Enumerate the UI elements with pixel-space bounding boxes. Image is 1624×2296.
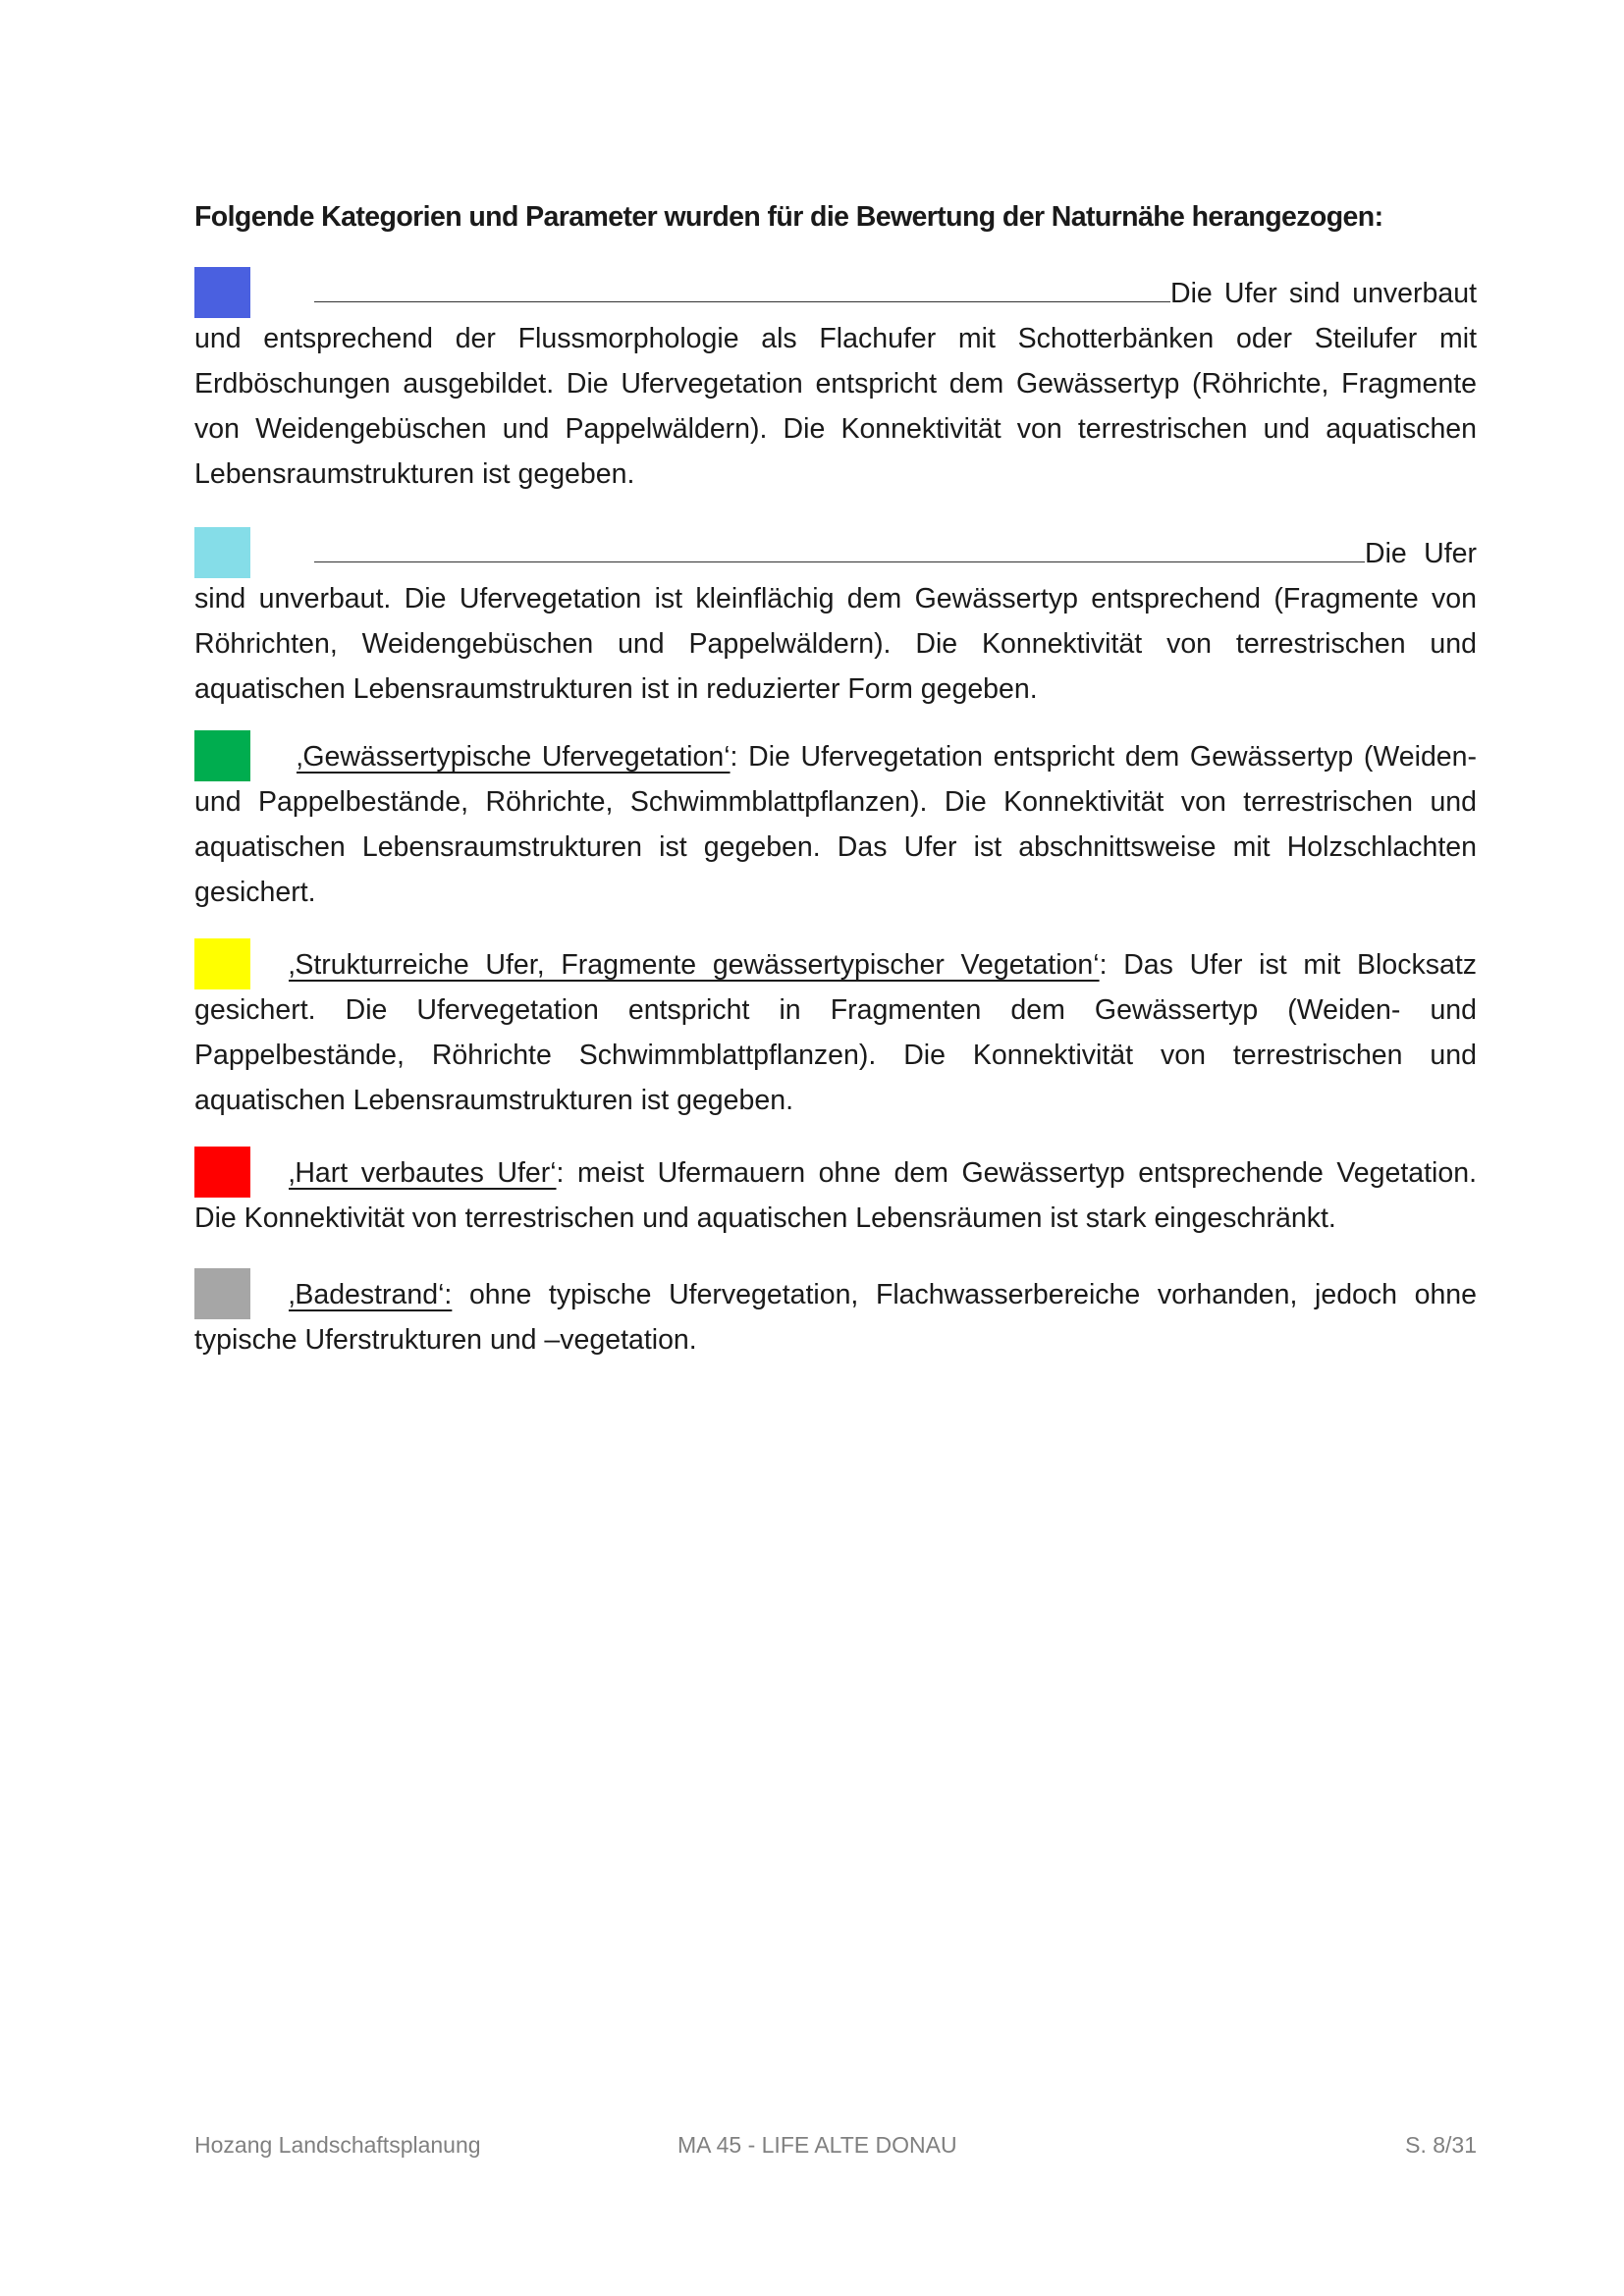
category-entry-1 <box>194 271 1477 497</box>
footer-page-number: S. 8/31 <box>1405 2132 1477 2158</box>
category-entry-3 <box>194 734 1477 915</box>
category-text: : Das Ufer ist mit Blocksatz gesichert. Die Ufervegetation entspricht in Fragmenten dem Gewässertyp (Weiden- und Pappelbestände, Röhrichte Schwimmblattpflanzen). Die Konnektivität von terrestrischen und aquatischen Lebensraumstrukturen ist gegeben. <box>194 949 1477 1116</box>
blank-title-line <box>314 276 1170 302</box>
footer-center: MA 45 - LIFE ALTE DONAU <box>677 2132 957 2158</box>
category-text: Die Ufer sind unverbaut und entsprechend der Flussmorphologie als Flachufer mit Schotterbänken oder Steilufer mit Erdböschungen ausgebildet. Die Ufervegetation entspricht dem Gewässertyp (Röhrichte, Fragmente von Weidengebüschen und Pappelwäldern). Die Konnektivität von terrestrischen und aquatischen Lebensraumstrukturen ist gegeben. <box>194 278 1477 490</box>
category-title: ‚Strukturreiche Ufer, Fragmente gewässertypischer Vegetation‘ <box>289 949 1100 981</box>
category-title: ‚Gewässertypische Ufervegetation‘ <box>297 741 731 773</box>
section-heading: Folgende Kategorien und Parameter wurden für die Bewertung der Naturnähe herangezogen: <box>194 201 1383 233</box>
category-text: : Die Ufervegetation entspricht dem Gewässertyp (Weiden- und Pappelbestände, Röhrichte, Schwimmblattpflanzen). Die Konnektivität von terrestrischen und aquatischen Lebensraumstrukturen ist gegeben. Das Ufer ist abschnittsweise mit Holzschlachten gesichert. <box>194 741 1477 908</box>
category-text: : meist Ufermauern ohne dem Gewässertyp entsprechende Vegetation. Die Konnektivität von terrestrischen und aquatischen Lebensräumen ist stark eingeschränkt. <box>194 1157 1477 1234</box>
category-entry-6 <box>194 1272 1477 1362</box>
footer-left: Hozang Landschaftsplanung <box>194 2132 481 2158</box>
category-entry-2 <box>194 531 1477 712</box>
category-text: Die Ufer sind unverbaut. Die Ufervegetation ist kleinflächig dem Gewässertyp entsprechend (Fragmente von Röhrichten, Weidengebüschen und Pappelwäldern). Die Konnektivität von terrestrischen und aquatischen Lebensraumstrukturen ist in reduzierter Form gegeben. <box>194 538 1477 705</box>
category-entry-4 <box>194 942 1477 1123</box>
category-text: ohne typische Ufervegetation, Flachwasserbereiche vorhanden, jedoch ohne typische Uferstrukturen und –vegetation. <box>194 1279 1477 1356</box>
category-title: ‚Hart verbautes Ufer‘ <box>289 1157 557 1189</box>
blank-title-line <box>314 536 1365 562</box>
category-entry-5 <box>194 1150 1477 1241</box>
category-title: ‚Badestrand‘: <box>289 1279 453 1310</box>
